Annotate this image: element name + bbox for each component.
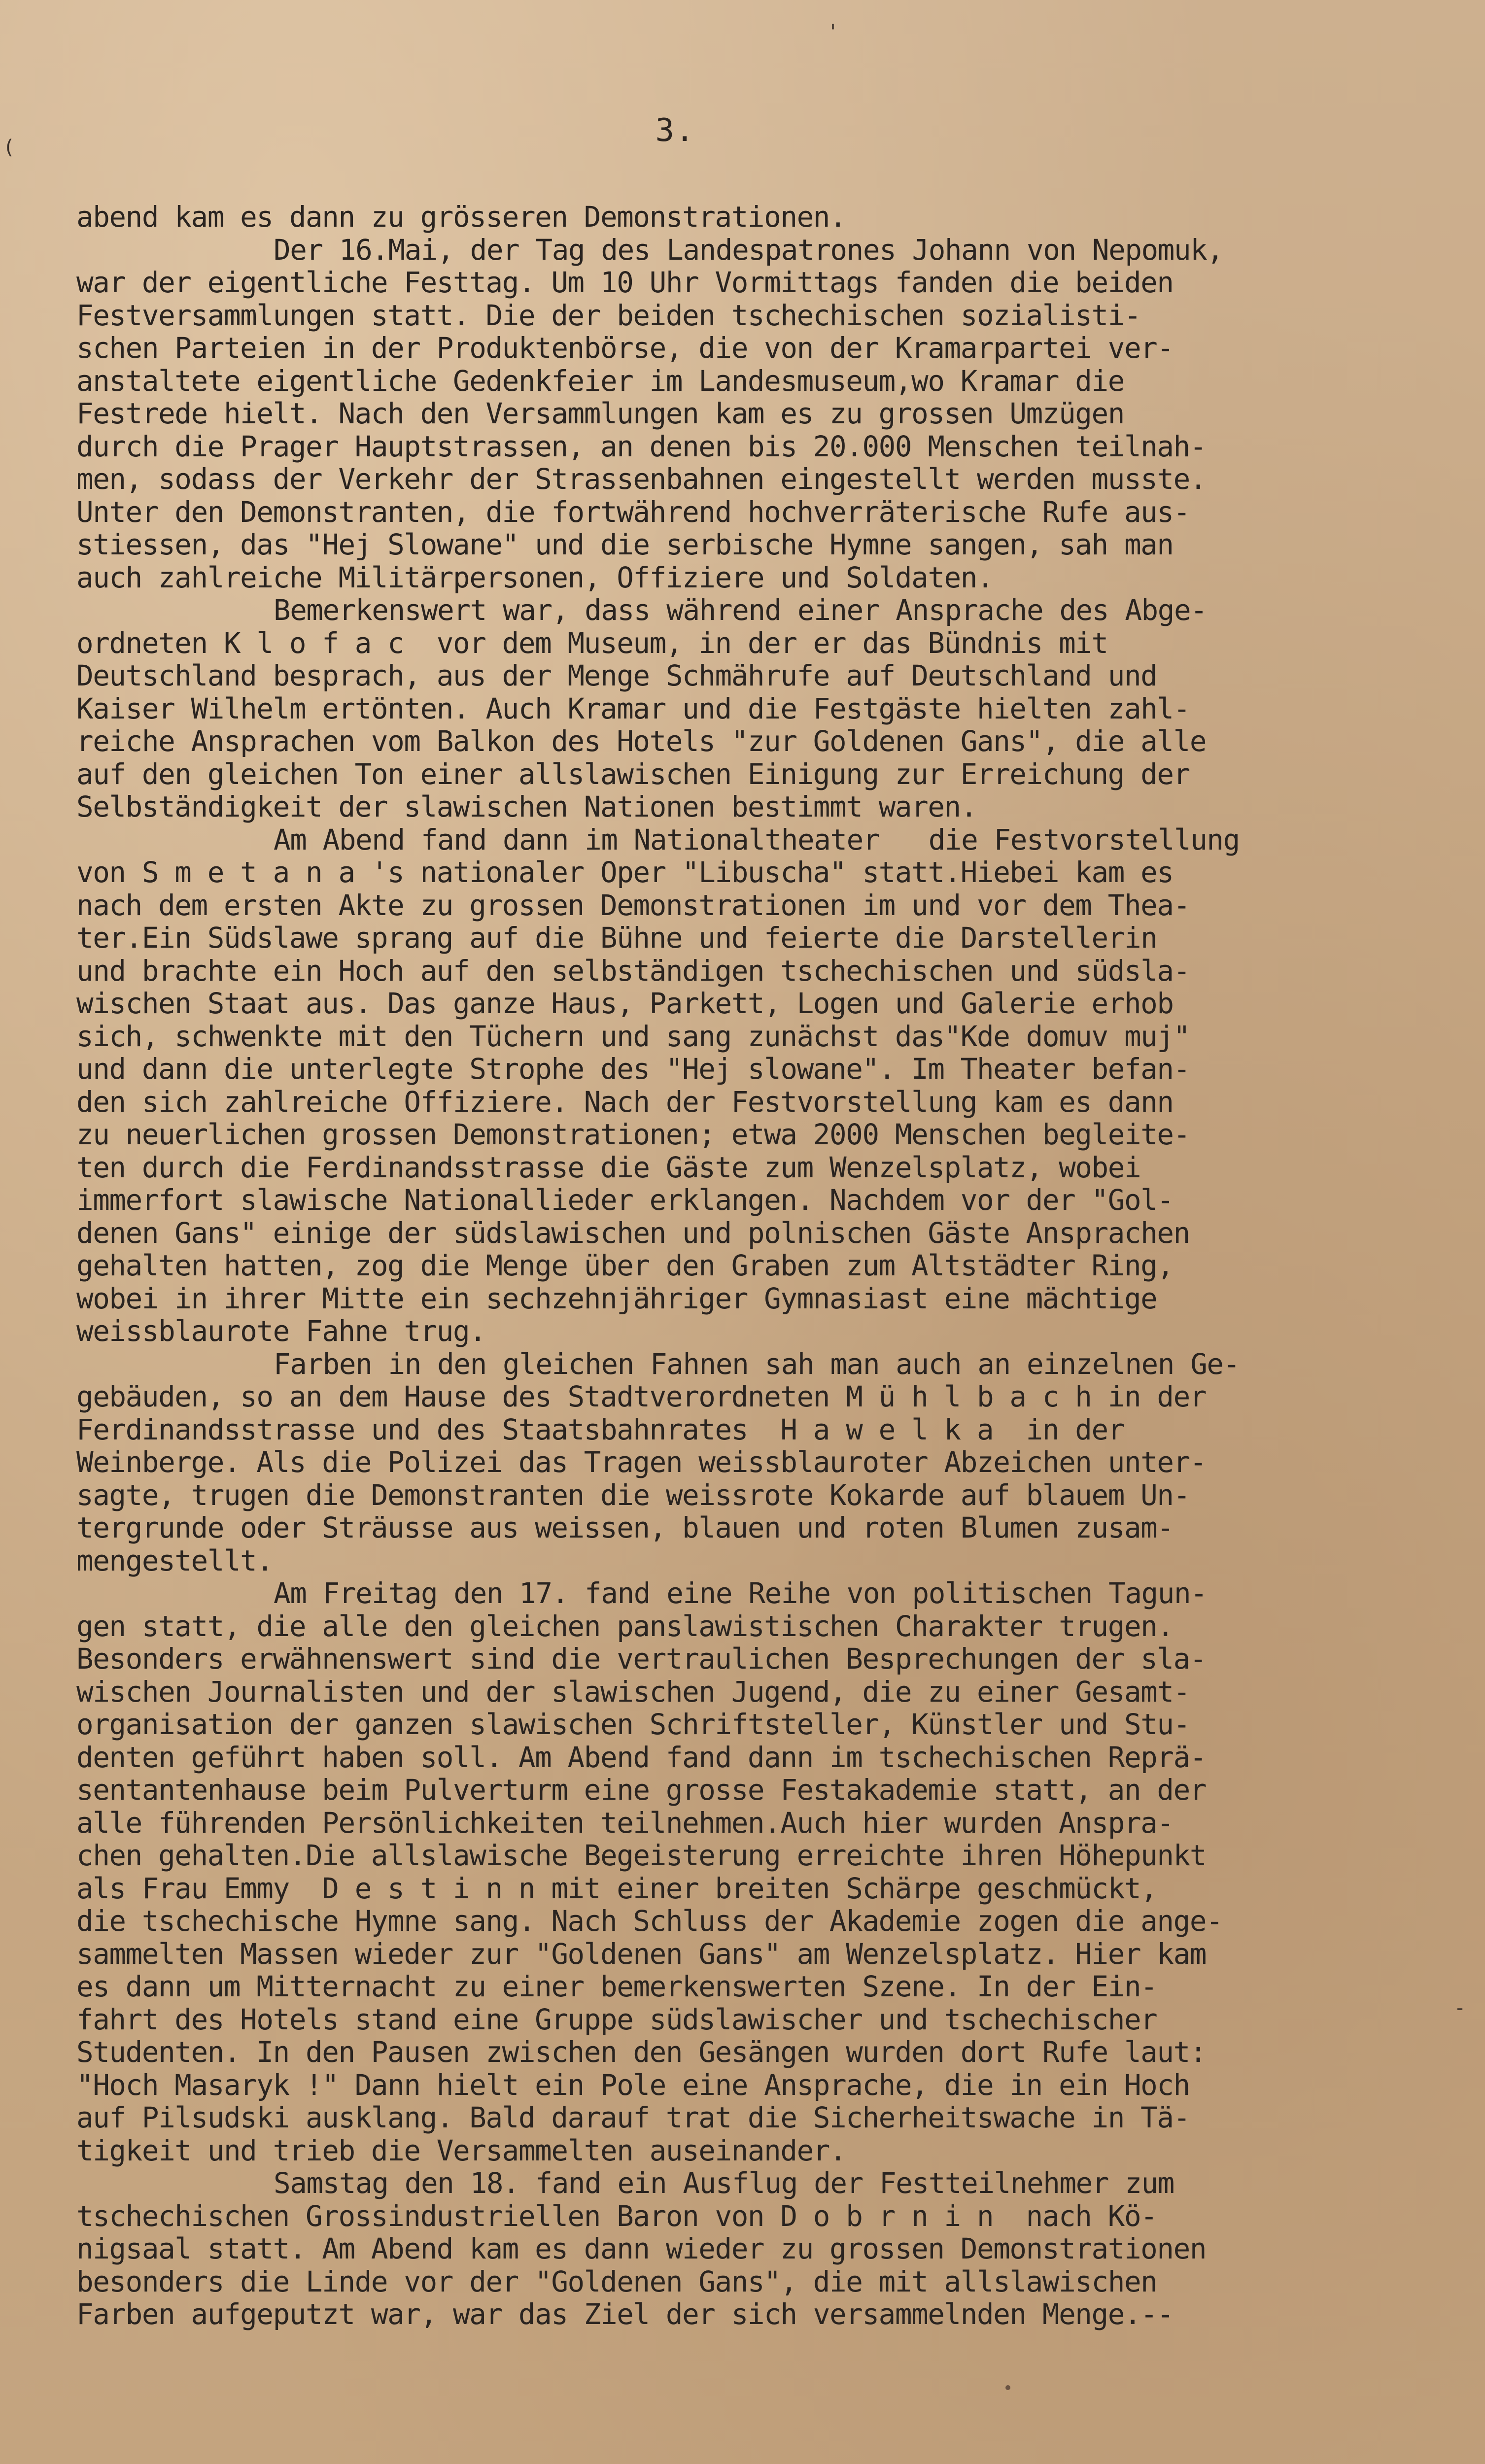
text-line: es dann um Mitternacht zu einer bemerkenswerten Szene. In der Ein- [76, 1970, 1157, 2003]
text-line: wischen Staat aus. Das ganze Haus, Parkett, Logen und Galerie erhob [76, 987, 1174, 1020]
text-line: denten geführt haben soll. Am Abend fand dann im tschechischen Reprä- [76, 1741, 1207, 1774]
text-line: mengestellt. [76, 1544, 273, 1577]
text-line: "Hoch Masaryk !" Dann hielt ein Pole eine Ansprache, die in ein Hoch [76, 2068, 1190, 2102]
text-line: Am Abend fand dann im Nationaltheater die Festvorstellung [274, 823, 1240, 856]
margin-mark: - [1454, 1997, 1466, 2019]
text-line: und brachte ein Hoch auf den selbständigen tschechischen und südsla- [76, 954, 1190, 988]
text-line: sammelten Massen wieder zur "Goldenen Gans" am Wenzelsplatz. Hier kam [76, 1937, 1207, 1971]
text-line: men, sodass der Verkehr der Strassenbahnen eingestellt werden musste. [76, 463, 1207, 496]
text-line: war der eigentliche Festtag. Um 10 Uhr Vormittags fanden die beiden [76, 266, 1174, 299]
text-line: gen statt, die alle den gleichen panslawistischen Charakter trugen. [76, 1609, 1174, 1643]
text-line: Farben in den gleichen Fahnen sah man auch an einzelnen Ge- [274, 1347, 1240, 1381]
text-line: Weinberge. Als die Polizei das Tragen weissblauroter Abzeichen unter- [76, 1446, 1207, 1479]
text-line: ordneten K l o f a c vor dem Museum, in der er das Bündnis mit [76, 626, 1108, 660]
text-line: nigsaal statt. Am Abend kam es dann wieder zu grossen Demonstrationen [76, 2232, 1207, 2265]
text-line: Der 16.Mai, der Tag des Landespatrones Johann von Nepomuk, [274, 233, 1223, 267]
text-line: Unter den Demonstranten, die fortwährend hochverräterische Rufe aus- [76, 495, 1190, 529]
text-line: ten durch die Ferdinandsstrasse die Gäste zum Wenzelsplatz, wobei [76, 1151, 1141, 1184]
text-line: besonders die Linde vor der "Goldenen Gans", die mit allslawischen [76, 2265, 1157, 2298]
text-line: und dann die unterlegte Strophe des "Hej slowane". Im Theater befan- [76, 1053, 1190, 1086]
text-line: Farben aufgeputzt war, war das Ziel der sich versammelnden Menge.-- [76, 2298, 1174, 2331]
text-line: auf Pilsudski ausklang. Bald darauf trat die Sicherheitswache in Tä- [76, 2101, 1190, 2134]
text-line: Ferdinandsstrasse und des Staatsbahnrates H a w e l k a in der [76, 1413, 1124, 1446]
text-line: fahrt des Hotels stand eine Gruppe südslawischer und tschechischer [76, 2003, 1157, 2036]
text-line: auf den gleichen Ton einer allslawischen Einigung zur Erreichung der [76, 757, 1190, 791]
text-line: Samstag den 18. fand ein Ausflug der Festteilnehmer zum [274, 2167, 1174, 2200]
text-line: Selbständigkeit der slawischen Nationen bestimmt waren. [76, 790, 977, 823]
text-line: denen Gans" einige der südslawischen und polnischen Gäste Ansprachen [76, 1216, 1190, 1250]
text-line: tschechischen Grossindustriellen Baron von D o b r n i n nach Kö- [76, 2199, 1157, 2233]
text-line: schen Parteien in der Produktenbörse, die von der Kramarpartei ver- [76, 332, 1174, 365]
text-line: die tschechische Hymne sang. Nach Schluss der Akademie zogen die ange- [76, 1905, 1223, 1938]
text-line: den sich zahlreiche Offiziere. Nach der Festvorstellung kam es dann [76, 1085, 1174, 1119]
text-line: alle führenden Persönlichkeiten teilnehmen.Auch hier wurden Anspra- [76, 1806, 1174, 1840]
text-line: wobei in ihrer Mitte ein sechzehnjähriger Gymnasiast eine mächtige [76, 1282, 1157, 1315]
text-line: ter.Ein Südslawe sprang auf die Bühne und feierte die Darstellerin [76, 922, 1157, 955]
text-line: gehalten hatten, zog die Menge über den Graben zum Altstädter Ring, [76, 1249, 1174, 1282]
text-line: sentantenhause beim Pulverturm eine grosse Festakademie statt, an der [76, 1774, 1207, 1807]
text-line: von S m e t a n a 's nationaler Oper "Libuscha" statt.Hiebei kam es [76, 856, 1174, 889]
text-line: abend kam es dann zu grösseren Demonstrationen. [76, 201, 846, 234]
text-line: Kaiser Wilhelm ertönten. Auch Kramar und die Festgäste hielten zahl- [76, 692, 1190, 725]
ink-dot [1005, 2385, 1010, 2390]
text-line: Am Freitag den 17. fand eine Reihe von politischen Tagun- [274, 1577, 1207, 1610]
text-line: immerfort slawische Nationallieder erklangen. Nachdem vor der "Gol- [76, 1184, 1174, 1217]
text-line: organisation der ganzen slawischen Schriftsteller, Künstler und Stu- [76, 1708, 1190, 1741]
text-line: Festversammlungen statt. Die der beiden tschechischen sozialisti- [76, 299, 1141, 332]
margin-mark: ' [827, 21, 839, 43]
text-line: chen gehalten.Die allslawische Begeisterung erreichte ihren Höhepunkt [76, 1839, 1207, 1872]
text-line: durch die Prager Hauptstrassen, an denen bis 20.000 Menschen teilnah- [76, 430, 1207, 463]
text-line: auch zahlreiche Militärpersonen, Offiziere und Soldaten. [76, 561, 994, 594]
text-line: Besonders erwähnenswert sind die vertraulichen Besprechungen der sla- [76, 1643, 1207, 1676]
text-line: stiessen, das "Hej Slowane" und die serbische Hymne sangen, sah man [76, 528, 1174, 561]
page-number: 3. [655, 112, 695, 149]
typed-body-text [76, 201, 1451, 2331]
text-line: weissblaurote Fahne trug. [76, 1315, 486, 1348]
margin-mark: ( [3, 136, 15, 159]
text-line: sich, schwenkte mit den Tüchern und sang zunächst das"Kde domuv muj" [76, 1020, 1190, 1053]
text-line: Bemerkenswert war, dass während einer Ansprache des Abge- [274, 594, 1207, 627]
text-line: als Frau Emmy D e s t i n n mit einer breiten Schärpe geschmückt, [76, 1872, 1157, 1905]
text-line: zu neuerlichen grossen Demonstrationen; etwa 2000 Menschen begleite- [76, 1118, 1190, 1151]
text-line: anstaltete eigentliche Gedenkfeier im Landesmuseum,wo Kramar die [76, 364, 1124, 398]
text-line: sagte, trugen die Demonstranten die weissrote Kokarde auf blauem Un- [76, 1478, 1190, 1512]
text-line: Festrede hielt. Nach den Versammlungen kam es zu grossen Umzügen [76, 397, 1124, 430]
text-line: Deutschland besprach, aus der Menge Schmährufe auf Deutschland und [76, 659, 1157, 692]
text-line: tergrunde oder Sträusse aus weissen, blauen und roten Blumen zusam- [76, 1511, 1174, 1544]
text-line: Studenten. In den Pausen zwischen den Gesängen wurden dort Rufe laut: [76, 2036, 1207, 2069]
text-line: wischen Journalisten und der slawischen Jugend, die zu einer Gesamt- [76, 1675, 1190, 1709]
text-line: gebäuden, so an dem Hause des Stadtverordneten M ü h l b a c h in der [76, 1380, 1207, 1413]
text-line: nach dem ersten Akte zu grossen Demonstrationen im und vor dem Thea- [76, 889, 1190, 922]
text-line: reiche Ansprachen vom Balkon des Hotels "zur Goldenen Gans", die alle [76, 725, 1207, 758]
text-line: tigkeit und trieb die Versammelten auseinander. [76, 2134, 846, 2167]
